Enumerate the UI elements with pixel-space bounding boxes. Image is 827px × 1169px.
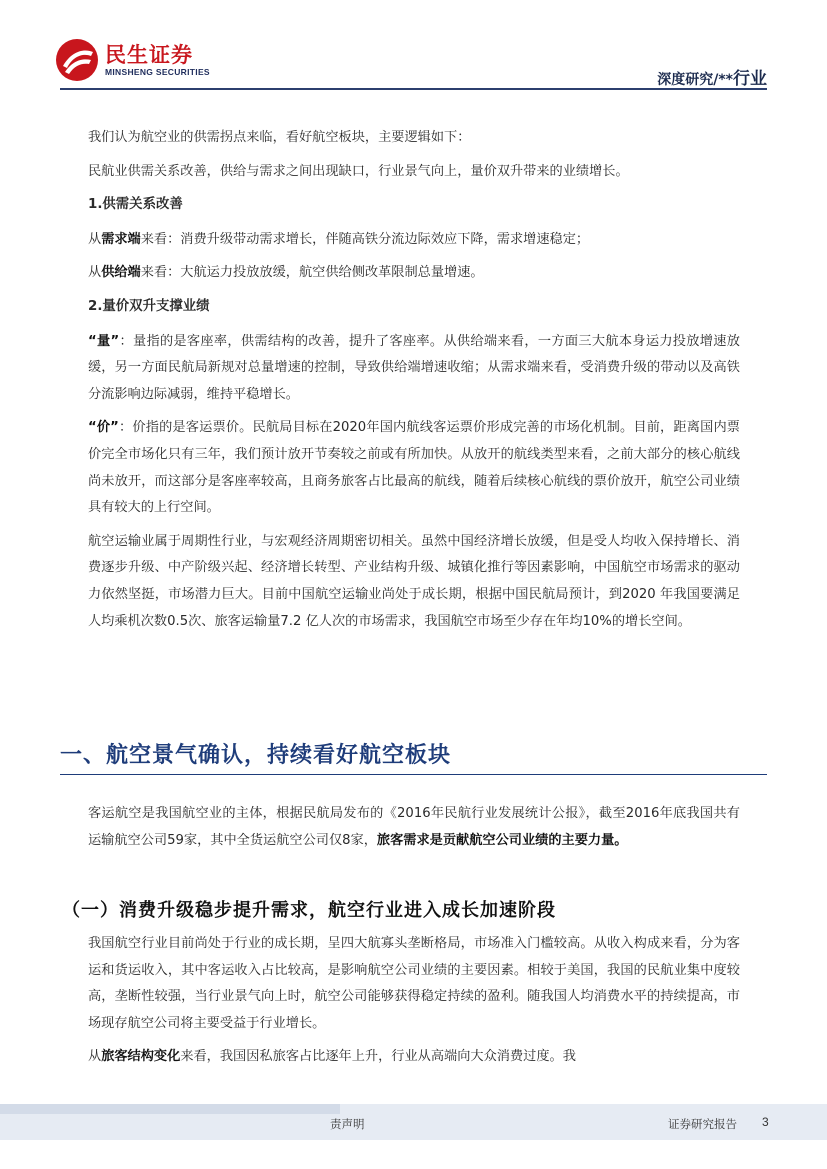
price-paragraph: “价”：价指的是客运票价。民航局目标在2020年国内航线客运票价形成完善的市场化机制。目前，距离国内票价完全市场化只有三年，我们预计放开节奏较之前或有所加快。从放开的航线类型来看，之前大部分的核心航线尚未放开，而这部分是客座率较高，且商务旅客占比最高的航线，随着后续核心航线的票价放开，航空公司业绩具有较大的上行空间。 — [88, 420, 740, 516]
passenger-structure-paragraph: 从旅客结构变化来看，我国因私旅客占比逐年上升，行业从高端向大众消费过度。我 — [88, 1049, 576, 1065]
point-heading-volume-price: 2.量价双升支撑业绩 — [88, 298, 210, 314]
section-intro-emphasis: 旅客需求是贡献航空公司业绩的主要力量。 — [376, 832, 628, 848]
summary-paragraph: 民航业供需关系改善，供给与需求之间出现缺口，行业景气向上，量价双升带来的业绩增长。 — [88, 163, 629, 179]
subsection-body — [88, 931, 740, 1078]
intro-section — [88, 125, 740, 642]
document-type — [657, 64, 767, 89]
footer-accent — [0, 1104, 340, 1114]
doc-type-suffix: 行业 — [733, 69, 767, 89]
subsection-title: （一）消费升级稳步提升需求，航空行业进入成长加速阶段 — [62, 900, 556, 921]
volume-paragraph: “量”：量指的是客座率，供需结构的改善，提升了客座率。从供给端来看，一方面三大航本身运力投放增速放缓，另一方面民航局新规对总量增速的控制，导致供给端增速收缩；从需求端来看，受消费升级的带动以及高铁分流影响边际减弱，维持平稳增长。 — [88, 333, 740, 402]
logo-chinese-name: 民生证券 — [105, 43, 193, 67]
section-intro — [88, 801, 740, 854]
demand-side-paragraph: 从需求端来看：消费升级带动需求增长，伴随高铁分流边际效应下降，需求增速稳定； — [88, 231, 590, 247]
passenger-structure-label: 旅客结构变化 — [101, 1049, 181, 1065]
page-number: 3 — [762, 1115, 769, 1129]
industry-growth-paragraph: 航空运输业属于周期性行业，与宏观经济周期密切相关。虽然中国经济增长放缓，但是受人均收入保持增长、消费逐步升级、中产阶级兴起、经济增长转型、产业结构升级、城镇化推行等因素影响，中国航空市场需求的驱动力依然坚挺，市场潜力巨大。目前中国航空运输业尚处于成长期，根据中国民航局预计，到2020 年我国要满足人均乘机次数0.5次、旅客运输量7.2 亿人次的市场需求，我国航空市场至少存在年均10%的增长空间。 — [88, 533, 740, 629]
section-title: 一、航空景气确认，持续看好航空板块 — [60, 743, 452, 768]
intro-paragraph: 我们认为航空业的供需拐点来临，看好航空板块，主要逻辑如下： — [88, 130, 471, 145]
volume-label: “量” — [88, 333, 120, 349]
supply-side-label: 供给端 — [101, 265, 141, 281]
demand-side-label: 需求端 — [101, 231, 141, 247]
section-title-divider — [60, 774, 767, 775]
section-intro-paragraph: 客运航空是我国航空业的主体，根据民航局发布的《2016年民航行业发展统计公报》，截至2016年底我国共有运输航空公司59家，其中全货运航空公司仅8家，旅客需求是贡献航空公司业绩的主要力量。 — [88, 806, 740, 848]
logo-english-name: MINSHENG SECURITIES — [105, 67, 210, 77]
doc-type-prefix: 深度研究/** — [657, 72, 733, 88]
company-logo — [55, 38, 210, 82]
supply-side-paragraph: 从供给端来看：大航运力投放放缓，航空供给侧改革限制总量增速。 — [88, 265, 484, 281]
point-heading-supply-demand: 1.供需关系改善 — [88, 197, 183, 213]
subsection-paragraph: 我国航空行业目前尚处于行业的成长期，呈四大航寡头垄断格局，市场准入门槛较高。从收入构成来看，分为客运和货运收入，其中客运收入占比较高，是影响航空公司业绩的主要因素。相较于美国，我国的民航业集中度较高，垄断性较强，当行业景气向上时，航空公司能够获得稳定持续的盈利。随我国人均消费水平的持续提高，市场现存航空公司将主要受益于行业增长。 — [88, 936, 740, 1031]
minsheng-logo-icon — [55, 38, 99, 82]
header-divider — [60, 88, 767, 90]
page-header — [0, 0, 827, 100]
report-label: 证券研究报告 — [668, 1117, 737, 1131]
price-label: “价” — [88, 420, 119, 436]
disclaimer-link[interactable]: 责声明 — [330, 1117, 365, 1131]
